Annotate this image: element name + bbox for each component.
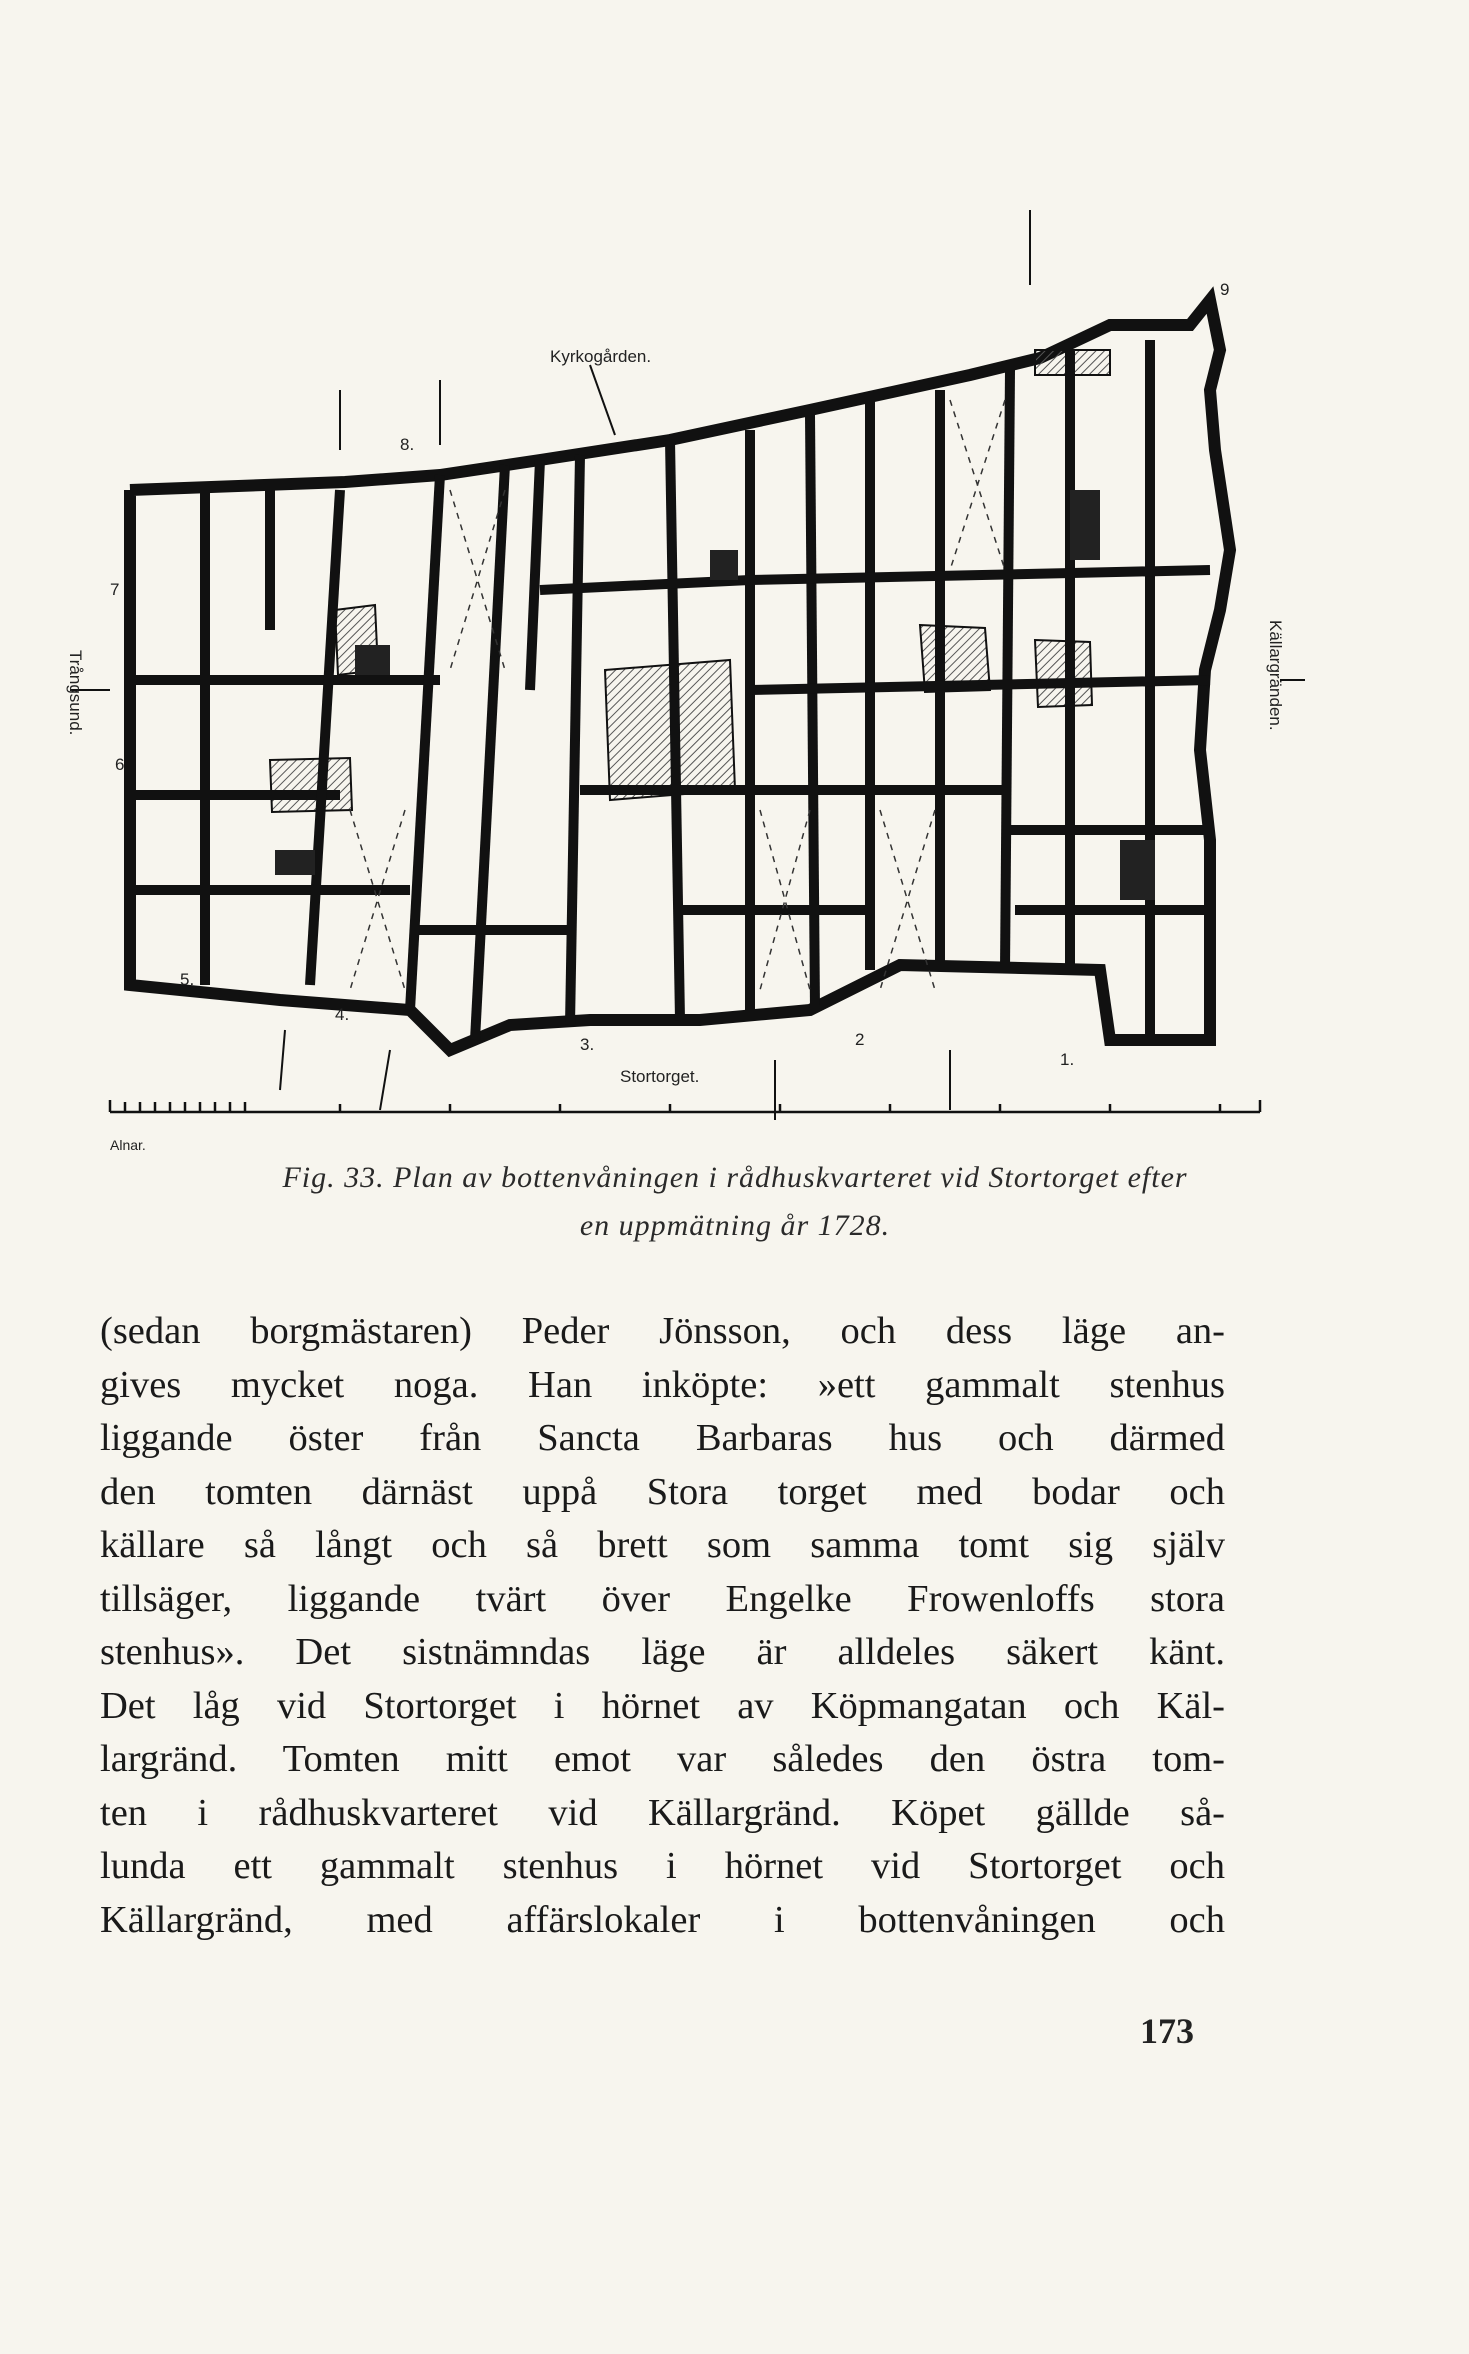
page-number: 173 — [1140, 2011, 1194, 2051]
label-num-3: 3. — [580, 1035, 595, 1054]
label-kallargranden: Källargränden. — [1266, 620, 1285, 731]
text-line: gives mycket noga. Han inköpte: »ett gammalt stenhus — [100, 1363, 1225, 1406]
label-num-7: 7 — [110, 580, 120, 599]
text-line: källare så långt och så brett som samma tomt sig själv — [100, 1524, 1225, 1566]
text-line: largränd. Tomten mitt emot var således den östra tom- — [100, 1738, 1225, 1780]
text-line: stenhus». Det sistnämndas läge är alldeles säkert känt. — [100, 1631, 1225, 1673]
text-line: lunda ett gammalt stenhus i hörnet vid Stortorget och — [100, 1845, 1225, 1887]
label-num-5: 5. — [180, 970, 195, 989]
text-line: liggande öster från Sancta Barbaras hus och därmed — [100, 1417, 1225, 1459]
floor-plan-figure — [66, 250, 1360, 1153]
label-alnar: Alnar. — [110, 1137, 146, 1153]
figure-caption-line-2: en uppmätning år 1728. — [579, 1209, 891, 1242]
text-line: Det låg vid Stortorget i hörnet av Köpmangatan och Käl- — [100, 1684, 1225, 1727]
label-num-2: 2 — [855, 1030, 865, 1049]
label-trangsund: Trångsund. — [66, 650, 85, 736]
label-kyrkogarden: Kyrkogården. — [550, 347, 652, 366]
label-num-1: 1. — [1060, 1050, 1075, 1069]
body-paragraph — [100, 1305, 1225, 1947]
text-line: den tomten därnäst uppå Stora torget med bodar och — [100, 1470, 1225, 1513]
floor-plan-drawing — [66, 250, 1360, 1153]
text-line: ten i rådhuskvarteret vid Källargränd. Köpet gällde så- — [100, 1791, 1225, 1834]
scale-bar — [110, 1100, 1260, 1112]
label-num-8: 8. — [400, 435, 415, 454]
text-line: (sedan borgmästaren) Peder Jönsson, och dess läge an- — [100, 1310, 1225, 1352]
label-num-9: 9 — [1220, 280, 1230, 299]
text-line: tillsäger, liggande tvärt över Engelke Frowenloffs stora — [100, 1577, 1225, 1620]
text-line: Källargränd, med affärslokaler i bottenvåningen och — [100, 1898, 1225, 1941]
label-stortorget: Stortorget. — [620, 1067, 700, 1086]
label-num-4: 4. — [335, 1005, 350, 1024]
figure-caption-line-1: Fig. 33. Plan av bottenvåningen i rådhuskvarteret vid Stortorget efter — [282, 1161, 1188, 1194]
label-num-6: 6 — [115, 755, 125, 774]
